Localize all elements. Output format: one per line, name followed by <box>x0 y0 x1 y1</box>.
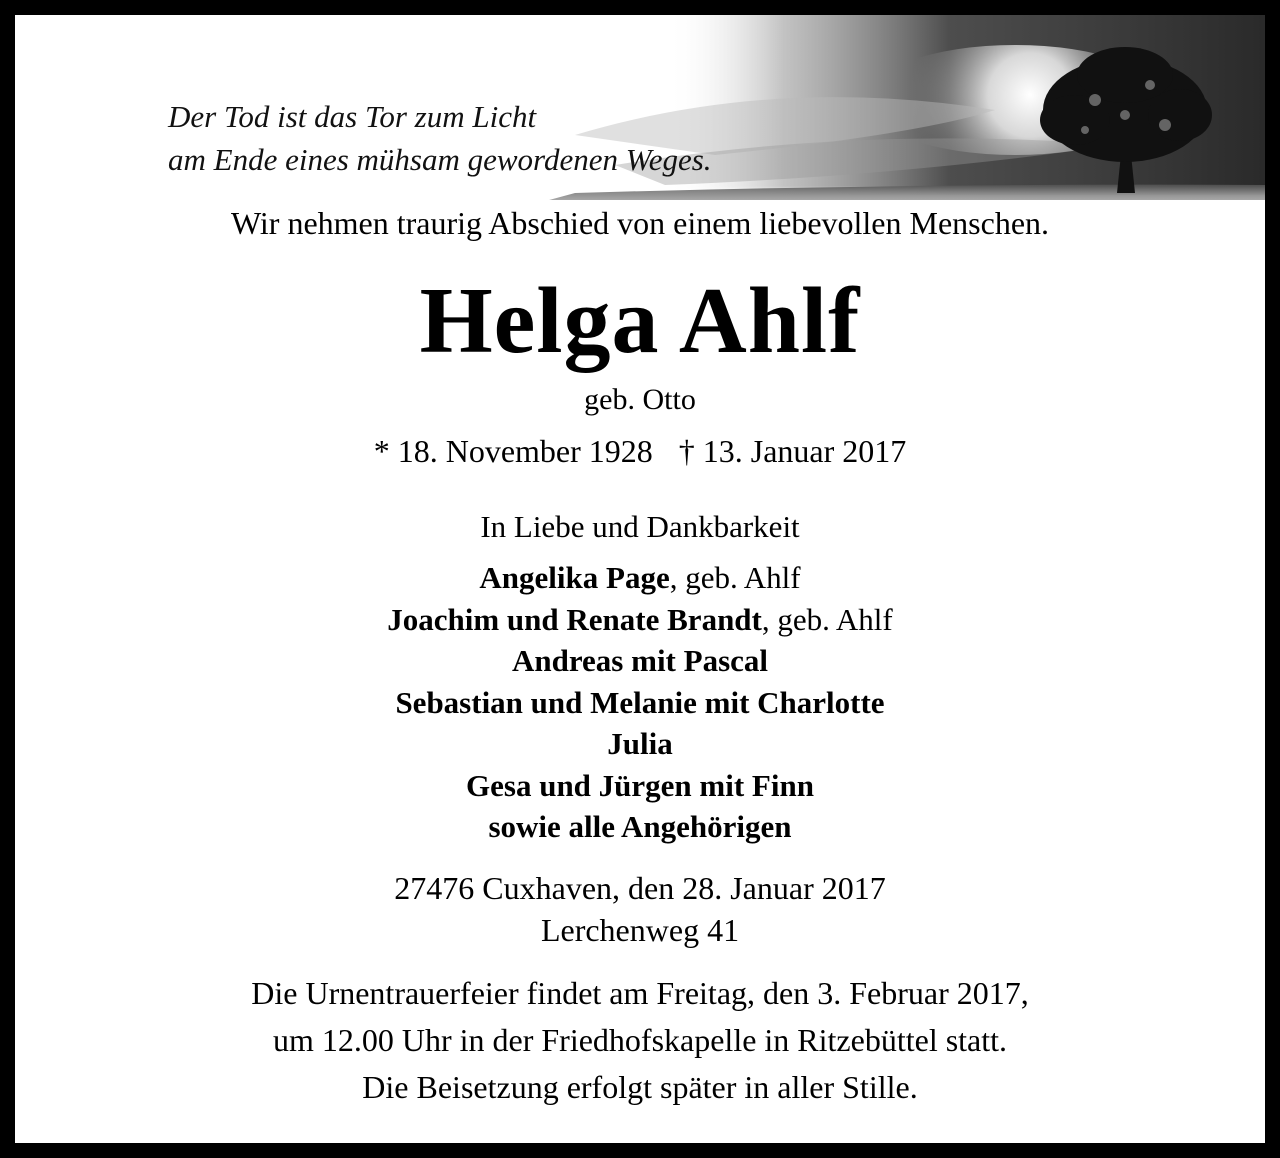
mourner-note: , geb. Ahlf <box>761 601 893 637</box>
mourner-note: , geb. Ahlf <box>669 560 801 595</box>
mourner-line <box>15 557 1265 599</box>
ceremony-line-2: um 12.00 Uhr in der Friedhofskapelle in Ritzebüttel statt. <box>272 1022 1008 1058</box>
ceremony-info <box>15 970 1265 1111</box>
mourner-line: Andreas mit Pascal <box>511 643 769 678</box>
obituary-notice <box>15 15 1265 1143</box>
deceased-name: Helga Ahlf <box>419 269 861 373</box>
intro-text: Wir nehmen traurig Abschied von einem liebevollen Menschen. <box>230 205 1050 241</box>
mourner-name: Angelika Page <box>479 560 670 595</box>
thanks-line: In Liebe und Dankbarkeit <box>480 509 800 544</box>
life-dates <box>15 433 1265 470</box>
death-date: † 13. Januar 2017 <box>678 433 907 469</box>
ceremony-line-1: Die Urnentrauerfeier findet am Freitag, den 3. Februar 2017, <box>251 975 1029 1011</box>
ceremony-line-3: Die Beisetzung erfolgt später in aller Stille. <box>362 1069 918 1105</box>
place-and-date <box>15 867 1265 951</box>
mourner-line: Sebastian und Melanie mit Charlotte <box>395 684 885 720</box>
mourner-line: Julia <box>607 726 673 761</box>
mourners-list <box>15 557 1265 848</box>
birth-date: * 18. November 1928 <box>373 433 653 469</box>
mourner-line: Gesa und Jürgen mit Finn <box>466 767 814 803</box>
city-date: 27476 Cuxhaven, den 28. Januar 2017 <box>394 870 886 906</box>
mourner-name: Joachim und Renate Brandt <box>387 601 762 637</box>
mourner-line <box>15 599 1265 641</box>
mourner-line: sowie alle Angehörigen <box>488 809 792 844</box>
street-address: Lerchenweg 41 <box>540 912 740 948</box>
quote-line-2: am Ende eines mühsam gewordenen Weges. <box>168 142 712 177</box>
epitaph-quote <box>168 95 712 181</box>
maiden-name: geb. Otto <box>584 383 696 416</box>
quote-line-1: Der Tod ist das Tor zum Licht <box>168 99 537 134</box>
